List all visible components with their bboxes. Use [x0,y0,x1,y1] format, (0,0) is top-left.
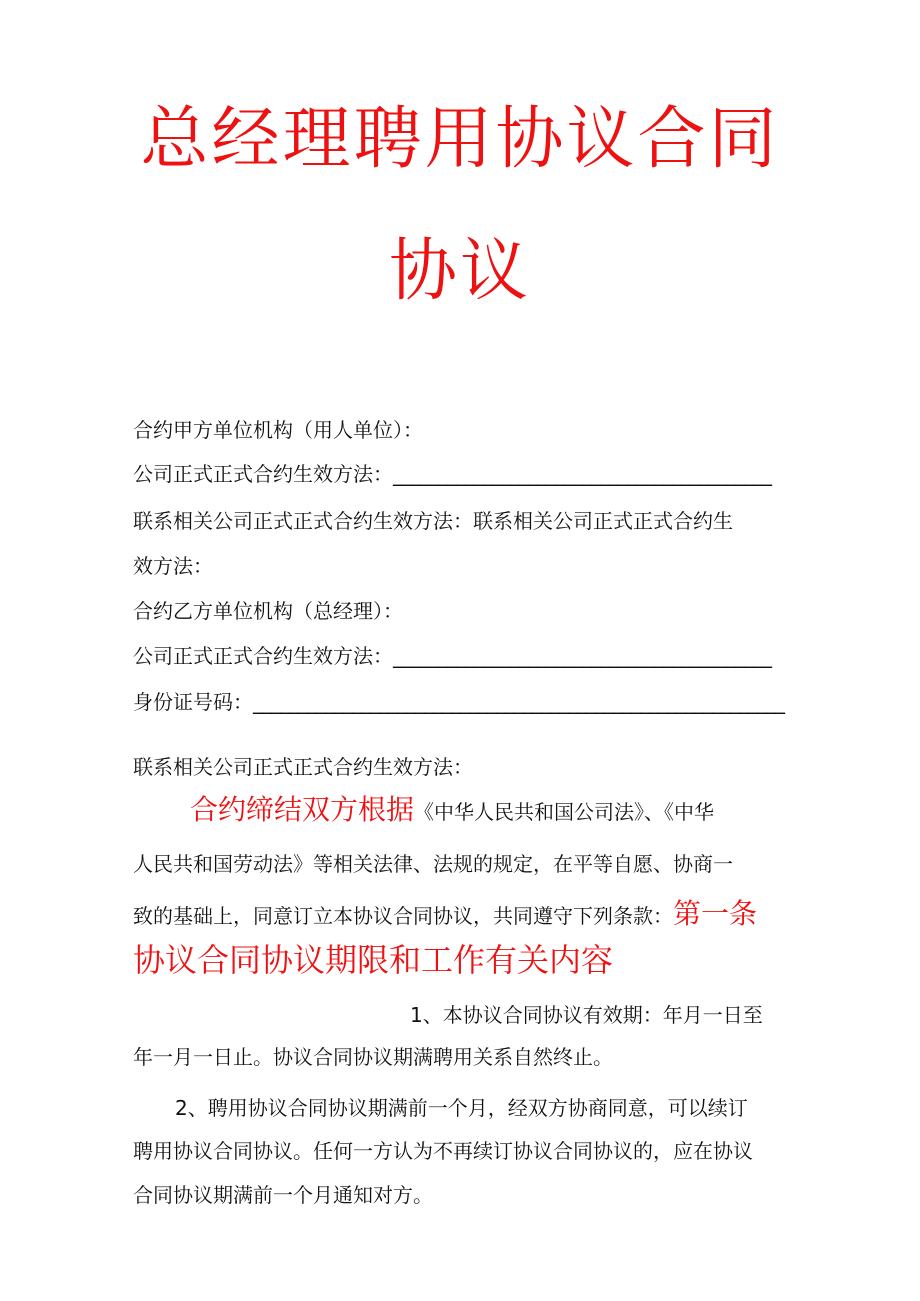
party-a-org-label: 合约甲方单位机构（用人单位）： [133,418,423,442]
clause-2-line-1: 2、聘用协议合同协议期满前一个月，经双方协商同意，可以续订 [175,1096,748,1120]
party-b-id-blank: ___________________________________________________________ [253,690,784,714]
party-b-org-label: 合约乙方单位机构（总经理）： [133,599,403,623]
preamble-red-lead: 合约缔结双方根据 [190,793,415,826]
party-b-method-row [133,642,788,670]
preamble-line-3 [133,897,788,930]
party-b-method-label: 公司正式正式合约生效方法： [133,644,393,668]
clause-1-line-1: 1、本协议合同协议有效期：年月一日至 [410,1003,763,1027]
article-1-heading-part-1: 第一条 [673,897,758,930]
preamble-line-1-rest: 《中华人民共和国公司法》、《中华 [414,800,715,824]
party-a-method-label: 公司正式正式合约生效方法： [133,462,393,486]
party-a-method-blank: __________________________________________ [393,462,771,486]
party-a-contact-line-1: 联系相关公司正式正式合约生效方法：联系相关公司正式正式合约生 [133,509,733,533]
clause-1-line-2: 年一月一日止。协议合同协议期满聘用关系自然终止。 [133,1045,613,1069]
party-b-id-label: 身份证号码： [133,690,253,714]
clause-2-line-3: 合同协议期满前一个月通知对方。 [133,1183,433,1207]
clause-2-line-2: 聘用协议合同协议。任何一方认为不再续订协议合同协议的，应在协议 [133,1139,753,1163]
party-a-contact-line-2: 效方法： [133,554,213,578]
article-1-heading-part-2: 协议合同协议期限和工作有关内容 [133,941,614,979]
party-b-contact-label: 联系相关公司正式正式合约生效方法： [133,755,473,779]
party-b-id-row [133,688,788,716]
party-b-method-blank: __________________________________________ [393,644,771,668]
preamble-line-2: 人民共和国劳动法》等相关法律、法规的规定，在平等自愿、协商一 [133,852,733,876]
document-title-line-2: 协议 [388,232,531,311]
preamble-line-1 [190,793,788,826]
party-a-method-row [133,460,788,488]
preamble-line-3-text: 致的基础上，同意订立本协议合同协议，共同遵守下列条款： [133,904,673,928]
document-title-line-1: 总经理聘用协议合同 [140,100,780,179]
